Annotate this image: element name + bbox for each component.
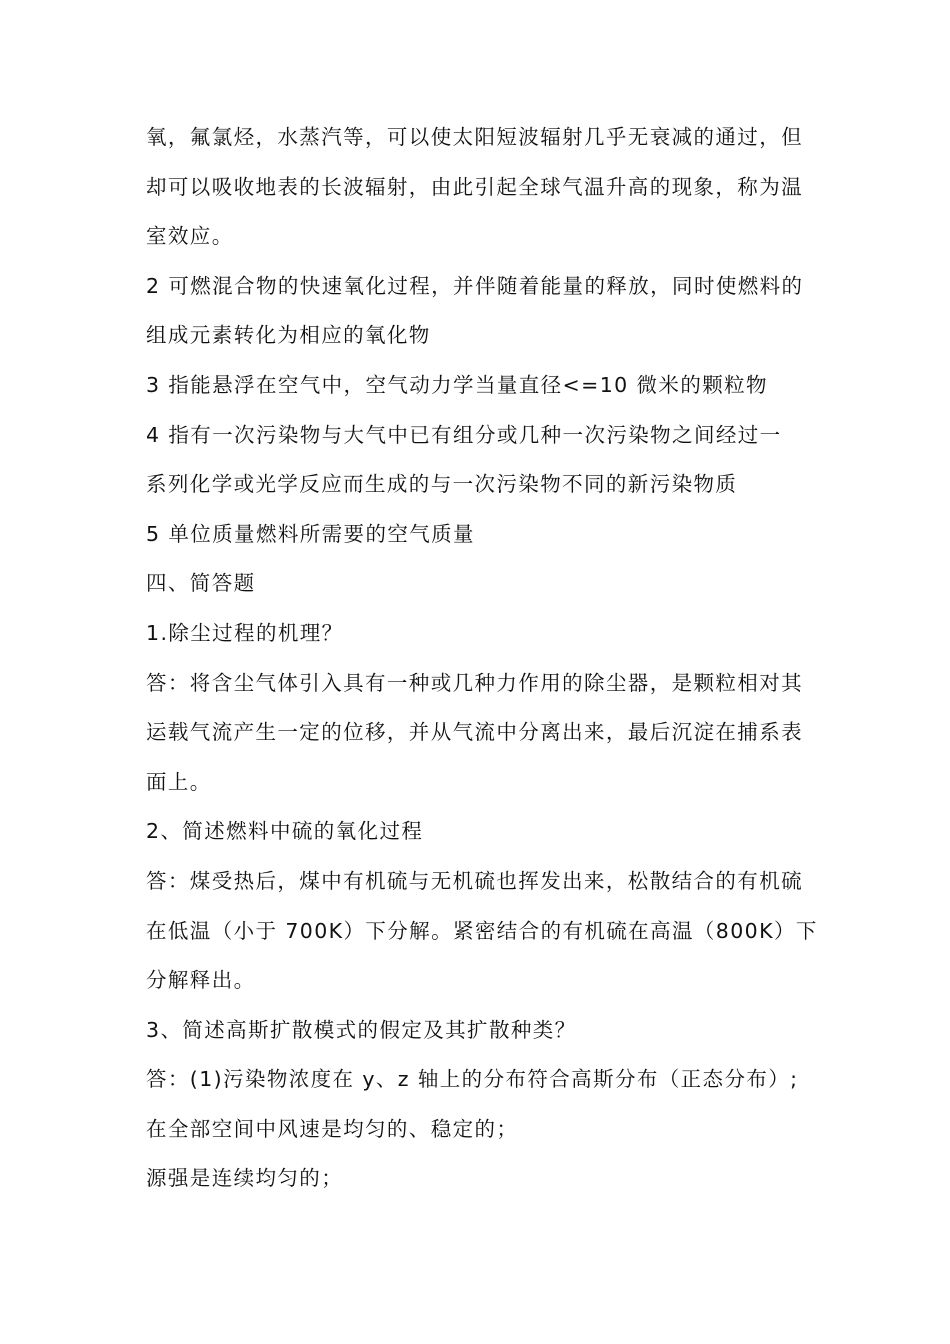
text-line: 4 指有一次污染物与大气中已有组分或几种一次污染物之间经过一 [146, 422, 782, 447]
text-line: 氧，氟氯烃，水蒸汽等，可以使太阳短波辐射几乎无衰减的通过，但 [146, 125, 803, 149]
answer-text: 答：将含尘气体引入具有一种或几种力作用的除尘器，是颗粒相对其 [146, 670, 803, 695]
question-2: 2、简述燃料中硫的氧化过程 [146, 819, 424, 844]
answer-text: 答：煤受热后，煤中有机硫与无机硫也挥发出来，松散结合的有机硫 [146, 868, 803, 893]
text-line: 2 可燃混合物的快速氧化过程，并伴随着能量的释放，同时使燃料的 [146, 273, 804, 298]
answer-text: 答：(1)污染物浓度在 y、z 轴上的分布符合高斯分布（正态分布）; [146, 1067, 799, 1092]
text-line: 组成元素转化为相应的氧化物 [146, 323, 431, 348]
question-1: 1.除尘过程的机理？ [146, 620, 344, 645]
document-body [146, 113, 818, 1204]
answer-text: 源强是连续均匀的； [146, 1166, 344, 1191]
text-line: 5 单位质量燃料所需要的空气质量 [146, 521, 475, 546]
text-line: 系列化学或光学反应而生成的与一次污染物不同的新污染物质 [146, 472, 738, 497]
question-3: 3、简述高斯扩散模式的假定及其扩散种类？ [146, 1017, 577, 1042]
answer-text: 在全部空间中风速是均匀的、稳定的； [146, 1116, 519, 1141]
section-heading: 四、简答题 [146, 571, 256, 596]
answer-text: 运载气流产生一定的位移，并从气流中分离出来，最后沉淀在捕系表 [146, 720, 803, 745]
text-line: 3 指能悬浮在空气中，空气动力学当量直径<=10 微米的颗粒物 [146, 372, 768, 397]
answer-text: 分解释出。 [146, 968, 256, 993]
text-line: 却可以吸收地表的长波辐射，由此引起全球气温升高的现象，称为温 [146, 174, 803, 199]
answer-text: 在低温（小于 700K）下分解。紧密结合的有机硫在高温（800K）下 [146, 918, 818, 943]
text-line: 室效应。 [146, 224, 234, 249]
answer-text: 面上。 [146, 769, 212, 794]
